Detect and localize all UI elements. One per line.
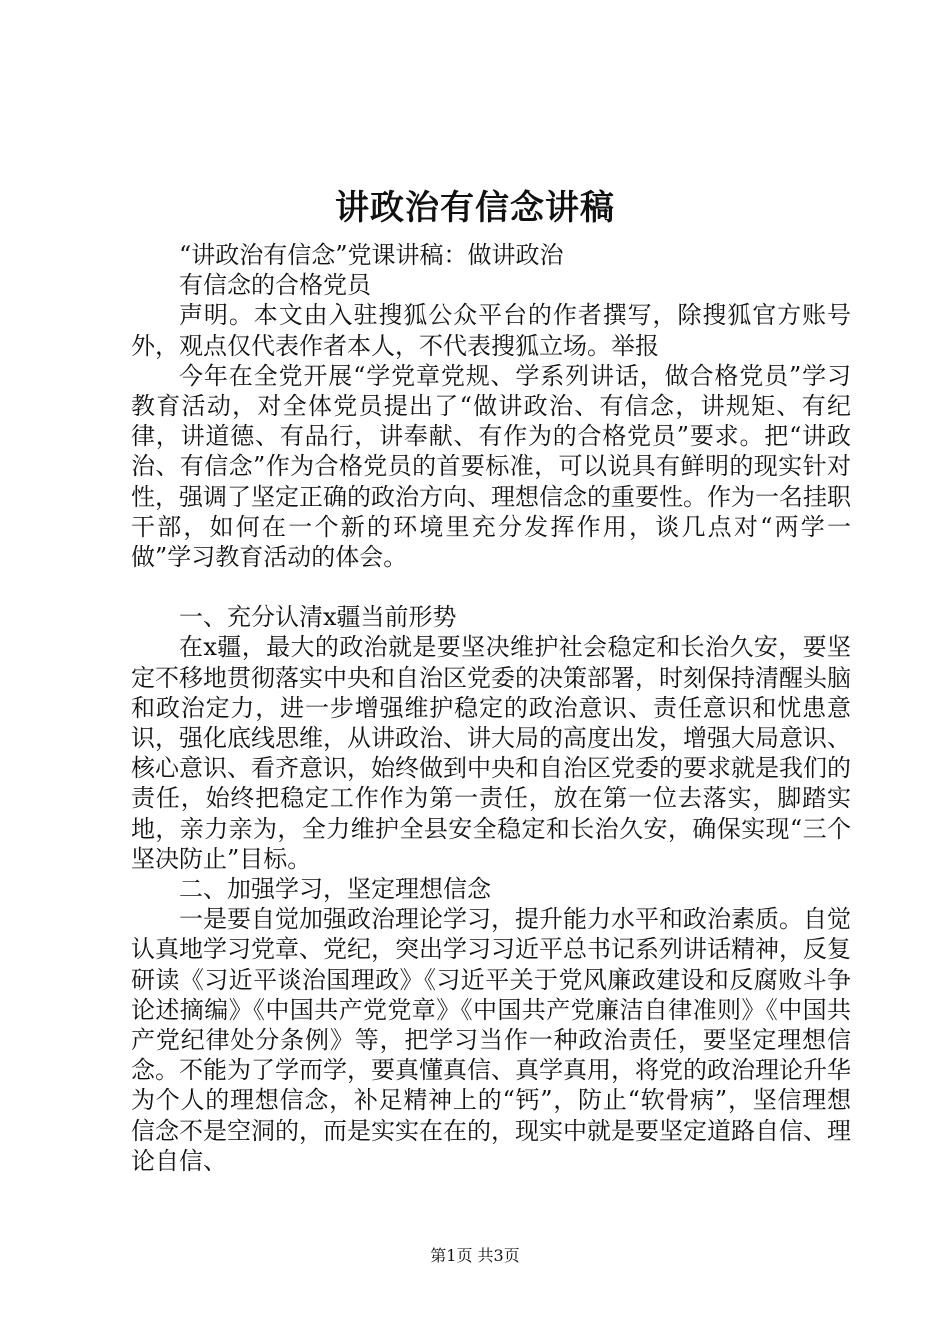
subtitle-line-2: 有信念的合格党员 [179, 271, 371, 300]
document-title: 讲政治有信念讲稿 [335, 188, 615, 228]
page-number-footer: 第1页 共3页 [430, 1246, 520, 1265]
intro-paragraph: 今年在全党开展“学党章党规、学系列讲话，做合格党员”学习教育活动，对全体党员提出了“做讲政治、有信念，讲规矩、有纪律，讲道德、有品行，讲奉献、有作为的合格党员”要求。把“讲政治、有信念”作为合格党员的首要标准，可以说具有鲜明的现实针对性，强调了坚定正确的政治方向、理想信念的重要性。作为一名挂职干部，如何在一个新的环境里充分发挥作用，谈几点对“两学一做”学习教育活动的体会。 [131, 361, 851, 572]
subtitle-line-1: “讲政治有信念”党课讲稿：做讲政治 [179, 241, 564, 269]
section-heading-1: 一、充分认清x疆当前形势 [179, 603, 457, 632]
section-2-paragraph: 一是要自觉加强政治理论学习，提升能力水平和政治素质。自觉认真地学习党章、党纪，突出学习习近平总书记系列讲话精神，反复研读《习近平谈治国理政》《习近平关于党风廉政建设和反腐败斗争论述摘编》《中国共产党党章》《中国共产党廉洁自律准则》《中国共产党纪律处分条例》等，把学习当作一种政治责任，要坚定理想信念。不能为了学而学，要真懂真信、真学真用，将党的政治理论升华为个人的理想信念，补足精神上的“钙”，防止“软骨病”，坚信理想信念不是空洞的，而是实实在在的，现实中就是要坚定道路自信、理论自信、 [131, 905, 851, 1175]
document-body [131, 240, 851, 1176]
disclaimer-paragraph: 声明。本文由入驻搜狐公众平台的作者撰写，除搜狐官方账号外，观点仅代表作者本人，不代表搜狐立场。举报 [131, 301, 851, 360]
section-heading-2: 二、加强学习，坚定理想信念 [179, 875, 491, 904]
section-1-paragraph: 在x疆，最大的政治就是要坚决维护社会稳定和长治久安，要坚定不移地贯彻落实中央和自治区党委的决策部署，时刻保持清醒头脑和政治定力，进一步增强维护稳定的政治意识、责任意识和忧患意识，强化底线思维，从讲政治、讲大局的高度出发，增强大局意识、核心意识、看齐意识，始终做到中央和自治区党委的要求就是我们的责任，始终把稳定工作作为第一责任，放在第一位去落实，脚踏实地，亲力亲为，全力维护全县安全稳定和长治久安，确保实现“三个坚决防止”目标。 [131, 633, 851, 873]
